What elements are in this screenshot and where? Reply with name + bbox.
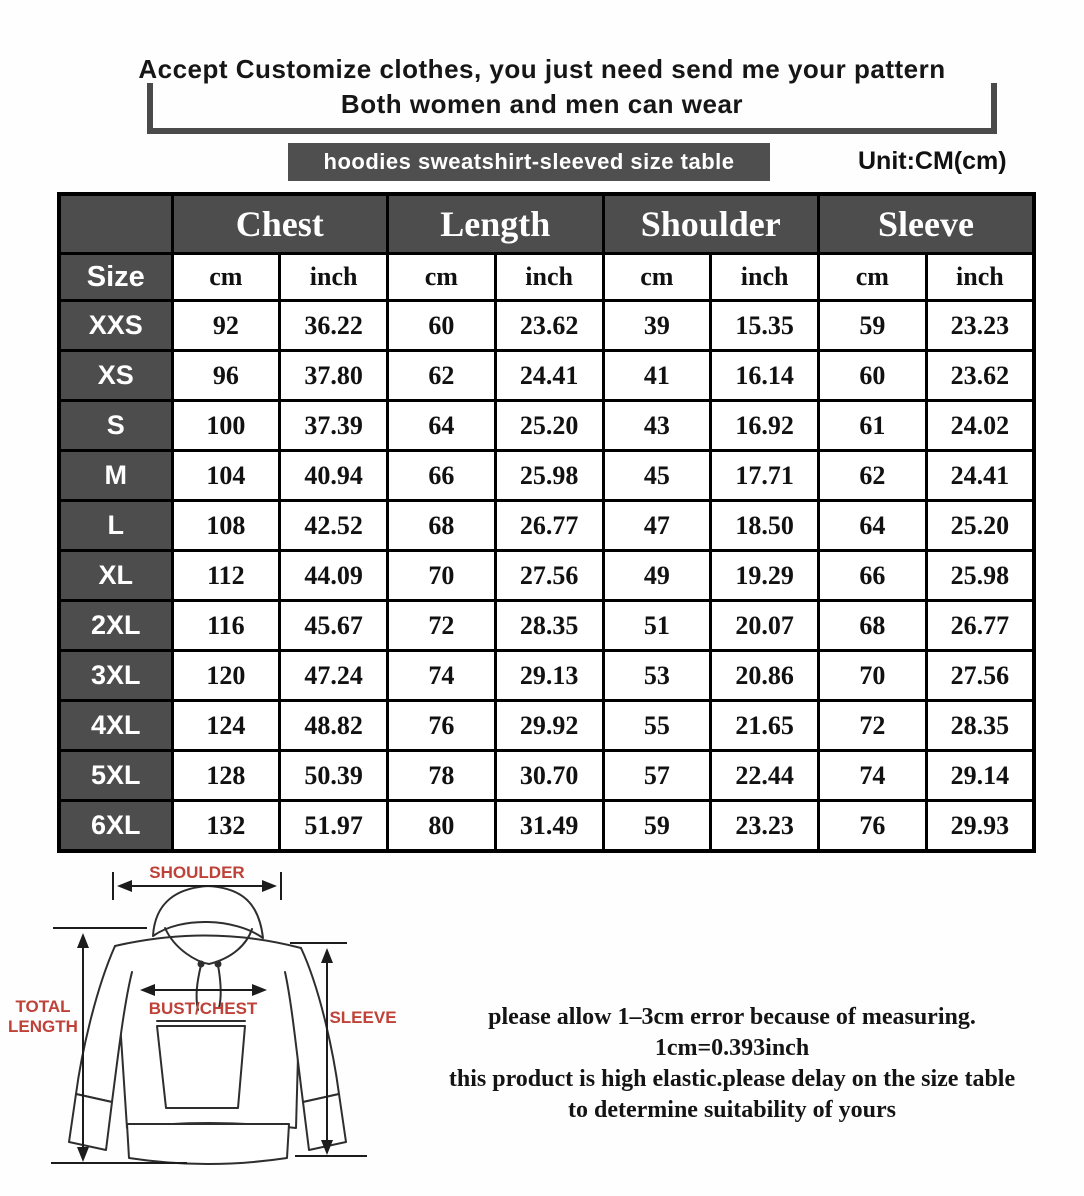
value-cell: 132: [172, 801, 280, 852]
value-cell: 29.92: [495, 701, 603, 751]
value-cell: 29.14: [926, 751, 1034, 801]
unit-header: cm: [603, 254, 711, 301]
value-cell: 53: [603, 651, 711, 701]
size-cell: L: [59, 501, 172, 551]
value-cell: 57: [603, 751, 711, 801]
value-cell: 80: [388, 801, 496, 852]
value-cell: 42.52: [280, 501, 388, 551]
value-cell: 24.41: [495, 351, 603, 401]
size-table-body: [59, 301, 1034, 852]
value-cell: 124: [172, 701, 280, 751]
value-cell: 45.67: [280, 601, 388, 651]
table-row: [59, 751, 1034, 801]
value-cell: 43: [603, 401, 711, 451]
value-cell: 29.93: [926, 801, 1034, 852]
value-cell: 24.02: [926, 401, 1034, 451]
value-cell: 26.77: [926, 601, 1034, 651]
value-cell: 120: [172, 651, 280, 701]
value-cell: 36.22: [280, 301, 388, 351]
value-cell: 48.82: [280, 701, 388, 751]
unit-label: Unit:CM(cm): [858, 147, 1007, 175]
value-cell: 128: [172, 751, 280, 801]
size-cell: 4XL: [59, 701, 172, 751]
value-cell: 39: [603, 301, 711, 351]
value-cell: 70: [819, 651, 927, 701]
value-cell: 21.65: [711, 701, 819, 751]
note-line4: to determine suitability of yours: [568, 1097, 896, 1123]
value-cell: 27.56: [926, 651, 1034, 701]
value-cell: 100: [172, 401, 280, 451]
unit-header-row: [59, 254, 1034, 301]
value-cell: 92: [172, 301, 280, 351]
value-cell: 25.20: [926, 501, 1034, 551]
table-title-banner: hoodies sweatshirt-sleeved size table: [288, 143, 770, 181]
value-cell: 78: [388, 751, 496, 801]
unit-header: cm: [388, 254, 496, 301]
group-header-length: Length: [388, 194, 604, 254]
value-cell: 68: [819, 601, 927, 651]
group-header-row: [59, 194, 1034, 254]
table-row: [59, 351, 1034, 401]
header-text: [0, 52, 1084, 122]
size-cell: 5XL: [59, 751, 172, 801]
size-cell: XL: [59, 551, 172, 601]
value-cell: 45: [603, 451, 711, 501]
value-cell: 62: [388, 351, 496, 401]
group-header-chest: Chest: [172, 194, 388, 254]
value-cell: 64: [388, 401, 496, 451]
unit-header: inch: [926, 254, 1034, 301]
value-cell: 23.23: [711, 801, 819, 852]
bust-chest-label: BUST/CHEST: [148, 999, 258, 1018]
value-cell: 51: [603, 601, 711, 651]
unit-header: cm: [819, 254, 927, 301]
table-row: [59, 301, 1034, 351]
value-cell: 17.71: [711, 451, 819, 501]
value-cell: 18.50: [711, 501, 819, 551]
value-cell: 47.24: [280, 651, 388, 701]
size-cell: XS: [59, 351, 172, 401]
table-row: [59, 801, 1034, 852]
value-cell: 20.07: [711, 601, 819, 651]
value-cell: 49: [603, 551, 711, 601]
value-cell: 28.35: [926, 701, 1034, 751]
table-row: [59, 451, 1034, 501]
value-cell: 25.98: [495, 451, 603, 501]
unit-header: inch: [711, 254, 819, 301]
size-cell: S: [59, 401, 172, 451]
size-table-wrapper: [57, 192, 1036, 853]
value-cell: 16.92: [711, 401, 819, 451]
value-cell: 27.56: [495, 551, 603, 601]
value-cell: 37.80: [280, 351, 388, 401]
value-cell: 23.62: [495, 301, 603, 351]
value-cell: 76: [819, 801, 927, 852]
value-cell: 15.35: [711, 301, 819, 351]
value-cell: 72: [388, 601, 496, 651]
size-column-header: Size: [59, 254, 172, 301]
value-cell: 23.62: [926, 351, 1034, 401]
size-cell: 6XL: [59, 801, 172, 852]
value-cell: 104: [172, 451, 280, 501]
value-cell: 37.39: [280, 401, 388, 451]
size-table: [57, 192, 1036, 853]
value-cell: 116: [172, 601, 280, 651]
table-row: [59, 501, 1034, 551]
value-cell: 41: [603, 351, 711, 401]
sleeve-label: SLEEVE: [329, 1008, 397, 1027]
value-cell: 66: [388, 451, 496, 501]
value-cell: 30.70: [495, 751, 603, 801]
note-line3: this product is high elastic.please delay on the size table: [448, 1066, 1016, 1092]
value-cell: 23.23: [926, 301, 1034, 351]
value-cell: 25.98: [926, 551, 1034, 601]
value-cell: 20.86: [711, 651, 819, 701]
unit-header: inch: [280, 254, 388, 301]
size-cell: 2XL: [59, 601, 172, 651]
shoulder-label: SHOULDER: [149, 863, 245, 882]
total-length-label-line1: TOTAL: [15, 997, 71, 1016]
table-row: [59, 401, 1034, 451]
value-cell: 72: [819, 701, 927, 751]
value-cell: 74: [819, 751, 927, 801]
value-cell: 112: [172, 551, 280, 601]
value-cell: 51.97: [280, 801, 388, 852]
table-row: [59, 701, 1034, 751]
value-cell: 96: [172, 351, 280, 401]
value-cell: 28.35: [495, 601, 603, 651]
size-cell: XXS: [59, 301, 172, 351]
value-cell: 61: [819, 401, 927, 451]
value-cell: 26.77: [495, 501, 603, 551]
value-cell: 55: [603, 701, 711, 751]
value-cell: 29.13: [495, 651, 603, 701]
table-row: [59, 601, 1034, 651]
value-cell: 31.49: [495, 801, 603, 852]
value-cell: 25.20: [495, 401, 603, 451]
value-cell: 64: [819, 501, 927, 551]
note-line2: 1cm=0.393inch: [654, 1035, 810, 1061]
value-cell: 66: [819, 551, 927, 601]
value-cell: 50.39: [280, 751, 388, 801]
value-cell: 24.41: [926, 451, 1034, 501]
table-row: [59, 551, 1034, 601]
value-cell: 62: [819, 451, 927, 501]
value-cell: 68: [388, 501, 496, 551]
total-length-label-line2: LENGTH: [8, 1017, 78, 1036]
value-cell: 59: [603, 801, 711, 852]
size-cell: 3XL: [59, 651, 172, 701]
value-cell: 19.29: [711, 551, 819, 601]
table-row: [59, 651, 1034, 701]
group-header-sleeve: Sleeve: [819, 194, 1035, 254]
header-line1: Accept Customize clothes, you just need send me your pattern: [138, 54, 946, 84]
value-cell: 40.94: [280, 451, 388, 501]
corner-cell: [59, 194, 172, 254]
value-cell: 47: [603, 501, 711, 551]
value-cell: 74: [388, 651, 496, 701]
unit-header: cm: [172, 254, 280, 301]
value-cell: 60: [388, 301, 496, 351]
value-cell: 44.09: [280, 551, 388, 601]
value-cell: 70: [388, 551, 496, 601]
value-cell: 108: [172, 501, 280, 551]
value-cell: 59: [819, 301, 927, 351]
group-header-shoulder: Shoulder: [603, 194, 819, 254]
size-cell: M: [59, 451, 172, 501]
measurement-notes: [400, 1002, 1064, 1126]
header-line2: Both women and men can wear: [340, 89, 744, 119]
value-cell: 16.14: [711, 351, 819, 401]
value-cell: 76: [388, 701, 496, 751]
unit-header: inch: [495, 254, 603, 301]
value-cell: 60: [819, 351, 927, 401]
value-cell: 22.44: [711, 751, 819, 801]
note-line1: please allow 1–3cm error because of measuring.: [488, 1004, 976, 1030]
